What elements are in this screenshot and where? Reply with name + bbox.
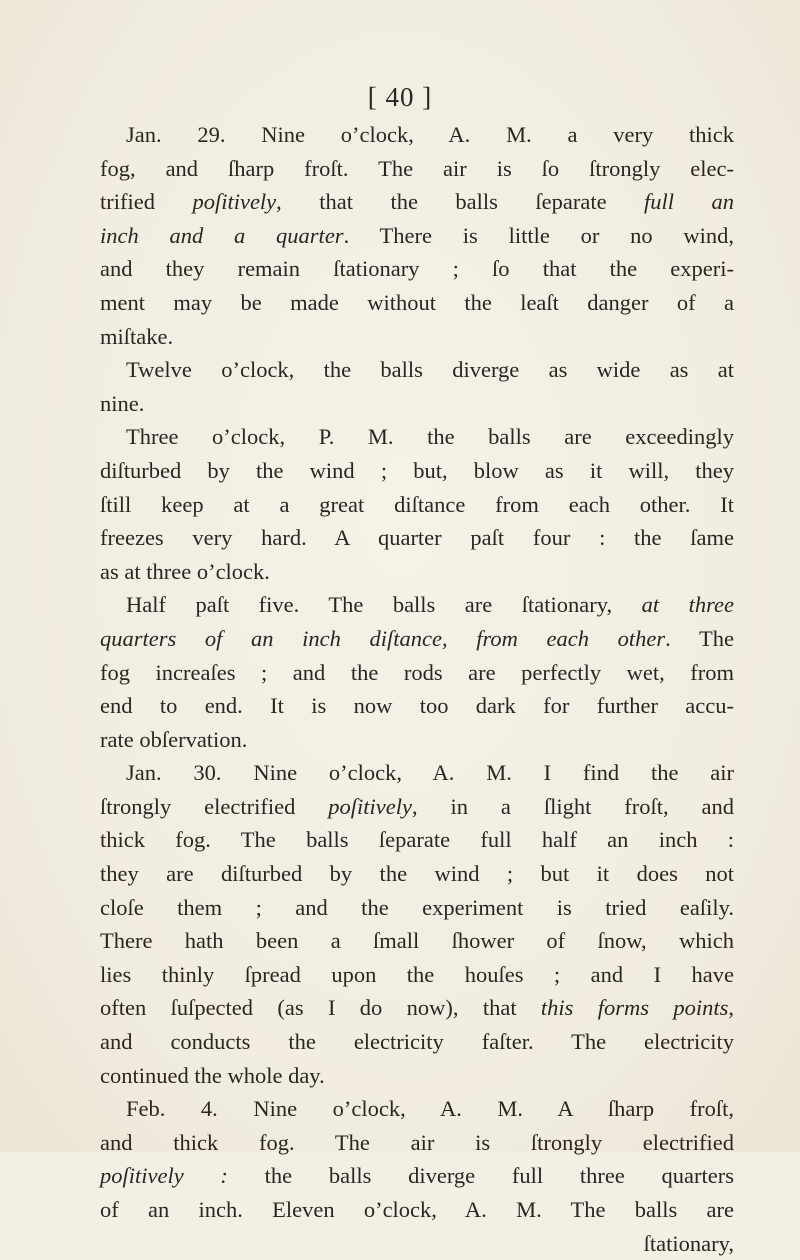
text-line <box>100 723 734 757</box>
text-line <box>100 454 734 488</box>
text-line <box>100 857 734 891</box>
text-segment: cloſe them ; and the experiment is tried eaſily. <box>100 894 734 920</box>
text-segment: rate obſervation. <box>100 726 248 752</box>
text-line <box>100 689 734 723</box>
text-segment: of an inch. Eleven o’clock, A. M. The balls are <box>100 1197 734 1222</box>
text-line <box>100 185 734 219</box>
text-line <box>100 1126 734 1160</box>
text-segment: lies thinly ſpread upon the houſes ; and I have <box>100 961 734 987</box>
text-segment: as at three o’clock. <box>100 558 270 584</box>
text-segment: Three o’clock, P. M. the balls are exceedingly <box>126 424 734 450</box>
text-segment: ſtrongly electrified <box>100 793 329 819</box>
text-segment: they are diſturbed by the wind ; but it does not <box>100 861 734 887</box>
text-line <box>100 1193 734 1227</box>
text-line <box>100 320 734 354</box>
text-line <box>100 1059 734 1093</box>
italic-text: poſitively <box>328 793 412 819</box>
text-segment: ſtationary, <box>643 1230 734 1256</box>
text-segment: the balls diverge full three quarters <box>227 1163 734 1189</box>
text-line <box>100 152 734 186</box>
text-segment: Half paſt five. The balls are ſtationary, <box>126 592 642 618</box>
text-line <box>100 622 734 656</box>
text-line <box>100 1092 734 1126</box>
text-segment: diſturbed by the wind ; but, blow as it will, they <box>100 457 734 483</box>
text-segment: , <box>728 995 735 1021</box>
page-number: [ 40 ] <box>367 82 433 112</box>
italic-text: quarters of an inch diſtance, from each other <box>100 625 666 651</box>
text-line <box>100 924 734 958</box>
italic-text: full an <box>644 189 734 215</box>
text-segment: and conducts the electricity faſter. The electricity <box>100 1029 734 1055</box>
text-segment: fog increaſes ; and the rods are perfectly wet, from <box>100 659 734 685</box>
text-line <box>100 521 734 555</box>
text-line <box>100 891 734 925</box>
text-line <box>100 286 734 320</box>
text-segment: freezes very hard. A quarter paſt four : the ſame <box>100 525 734 551</box>
text-line <box>100 588 734 622</box>
text-line <box>100 656 734 690</box>
text-line <box>100 420 734 454</box>
text-line <box>100 991 734 1025</box>
italic-text: inch and a quarter <box>100 222 344 248</box>
italic-text: poſitively : <box>100 1163 228 1189</box>
text-segment: Jan. 30. Nine o’clock, A. M. I find the air <box>126 760 734 786</box>
text-segment: ment may be made without the leaſt danger of a <box>100 289 734 315</box>
italic-text: at three <box>641 592 734 618</box>
text-segment: . The <box>665 625 734 651</box>
body-text <box>100 118 734 1260</box>
text-segment: , in a ſlight froſt, and <box>411 793 735 819</box>
text-segment: thick fog. The balls ſeparate full half an inch : <box>100 827 734 853</box>
text-segment: Jan. 29. Nine o’clock, A. M. a very thick <box>126 122 734 147</box>
text-line <box>100 555 734 589</box>
text-segment: and thick fog. The air is ſtrongly electrified <box>100 1129 734 1155</box>
text-line <box>100 219 734 253</box>
text-segment: ſtill keep at a great diſtance from each other. It <box>100 491 734 517</box>
text-line <box>100 353 734 387</box>
text-segment: . There is little or no wind, <box>343 222 734 248</box>
text-segment: continued the whole day. <box>100 1062 325 1088</box>
text-segment: , that the balls ſeparate <box>276 189 645 215</box>
italic-text: poſitively <box>192 189 277 215</box>
text-line <box>100 958 734 992</box>
text-line <box>100 387 734 421</box>
text-line <box>100 790 734 824</box>
text-line <box>100 488 734 522</box>
italic-text: this forms points <box>540 995 729 1021</box>
text-segment: There hath been a ſmall ſhower of ſnow, which <box>100 928 734 954</box>
text-line <box>100 756 734 790</box>
text-line <box>100 1025 734 1059</box>
text-line <box>100 1227 734 1260</box>
text-segment: often ſuſpected (as I do now), that <box>100 995 541 1021</box>
text-line <box>100 823 734 857</box>
text-segment: and they remain ſtationary ; ſo that the experi- <box>100 256 734 282</box>
text-segment: Feb. 4. Nine o’clock, A. M. A ſharp froſt, <box>126 1096 734 1122</box>
text-segment: miſtake. <box>100 323 174 349</box>
text-segment: trified <box>100 189 193 215</box>
text-segment: fog, and ſharp froſt. The air is ſo ſtrongly elec- <box>100 155 734 181</box>
text-segment: nine. <box>100 390 145 416</box>
text-line <box>100 252 734 286</box>
text-segment: Twelve o’clock, the balls diverge as wide as at <box>126 357 734 383</box>
text-line <box>100 1159 734 1193</box>
text-segment: end to end. It is now too dark for further accu- <box>100 693 734 719</box>
text-line <box>100 118 734 152</box>
